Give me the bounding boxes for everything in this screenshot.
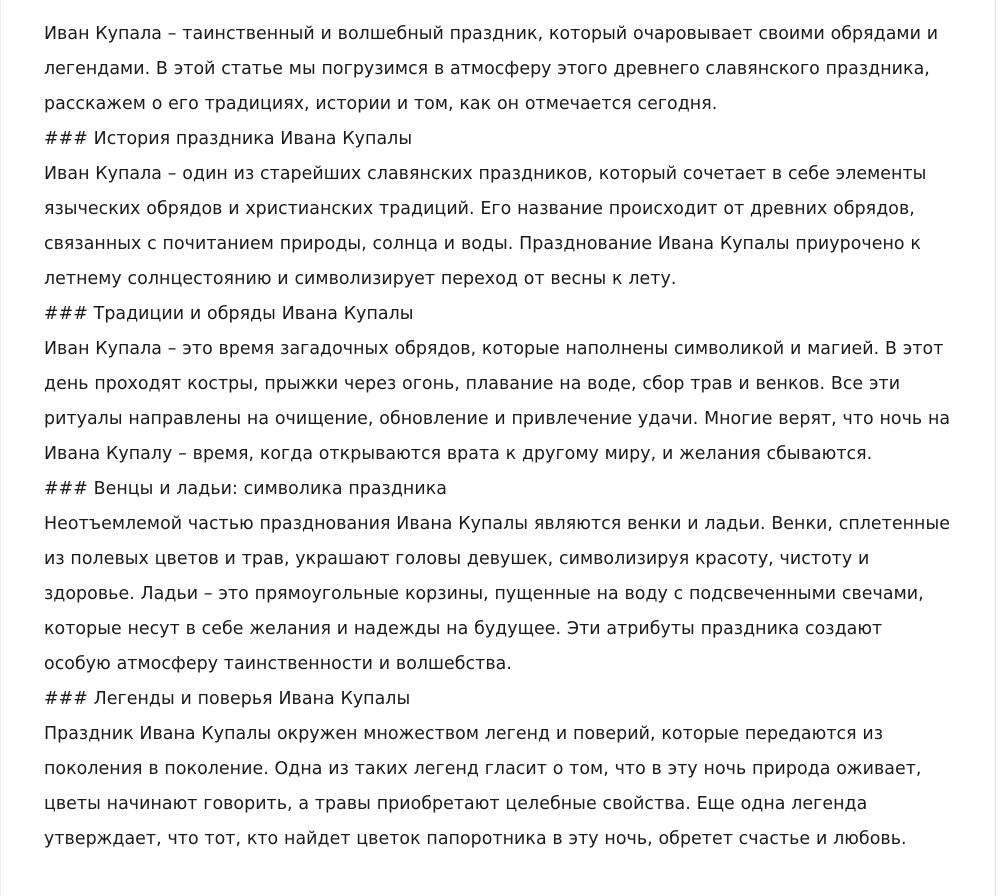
symbolism-paragraph: Неотъемлемой частью празднования Ивана Купалы являются венки и ладьи. Венки, сплетенные из полевых цветов и трав, украшают головы девушек, символизируя красоту, чистоту и здоровье. Ладьи – это прямоугольные корзины, пущенные на воду с подсвеченными свечами, которые несут в себе желания и надежды на будущее. Эти атрибуты праздника создают особую атмосферу таинственности и волшебства.	[44, 514, 950, 674]
section-heading-history: ### История праздника Ивана Купалы	[44, 129, 413, 149]
intro-paragraph: Иван Купала – таинственный и волшебный праздник, который очаровывает своими обрядами и легендами. В этой статье мы погрузимся в атмосферу этого древнего славянского праздника, расскажем о его традициях, истории и том, как он отмечается сегодня.	[44, 24, 939, 114]
traditions-paragraph: Иван Купала – это время загадочных обрядов, которые наполнены символикой и магией. В этот день проходят костры, прыжки через огонь, плавание на воде, сбор трав и венков. Все эти ритуалы направлены на очищение, обновление и привлечение удачи. Многие верят, что ночь на Ивана Купалу – время, когда открываются врата к другому миру, и желания сбываются.	[44, 339, 951, 464]
legends-paragraph: Праздник Ивана Купалы окружен множеством легенд и поверий, которые передаются из поколения в поколение. Одна из таких легенд гласит о том, что в эту ночь природа оживает, цветы начинают говорить, а травы приобретают целебные свойства. Еще одна легенда утверждает, что тот, кто найдет цветок папоротника в эту ночь, обретет счастье и любовь.	[44, 724, 922, 849]
section-heading-legends: ### Легенды и поверья Ивана Купалы	[44, 689, 411, 709]
section-heading-symbolism: ### Венцы и ладьи: символика праздника	[44, 479, 447, 499]
article-body	[44, 17, 954, 857]
history-paragraph: Иван Купала – один из старейших славянских праздников, который сочетает в себе элементы языческих обрядов и христианских традиций. Его название происходит от древних обрядов, связанных с почитанием природы, солнца и воды. Празднование Ивана Купалы приурочено к летнему солнцестоянию и символизирует переход от весны к лету.	[44, 164, 927, 289]
section-heading-traditions: ### Традиции и обряды Ивана Купалы	[44, 304, 414, 324]
